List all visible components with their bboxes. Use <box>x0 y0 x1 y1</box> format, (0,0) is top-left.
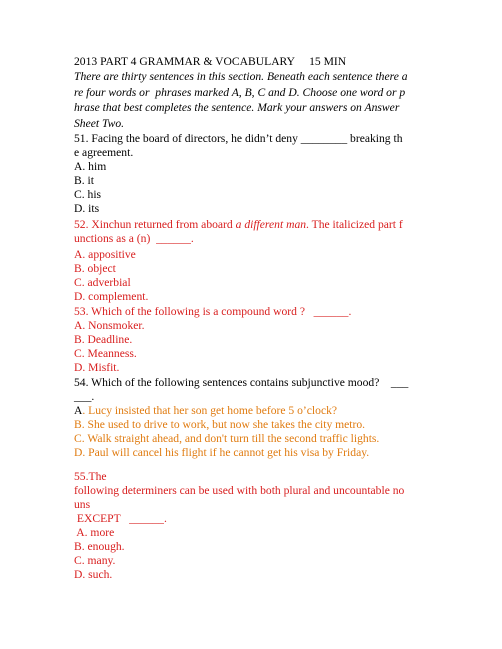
instructions-line: hrase that best completes the sentence. Mark your answers on Answer <box>74 101 400 114</box>
question-52-stem: 52. Xinchun returned from aboard a different man. The italicized part f <box>74 218 403 231</box>
option-d: D. its <box>74 202 100 215</box>
question-55-stem: uns <box>74 498 91 511</box>
question-54-stem: 54. Which of the following sentences contains subjunctive mood? ___ <box>74 376 409 389</box>
option-d: D. complement. <box>74 290 149 303</box>
option-a: A. him <box>74 160 107 173</box>
option-b: B. Deadline. <box>74 333 133 346</box>
option-c: C. Walk straight ahead, and don't turn till the second traffic lights. <box>74 432 380 445</box>
option-b: B. object <box>74 262 116 275</box>
option-a: A. Nonsmoker. <box>74 319 145 332</box>
option-d: D. Paul will cancel his flight if he cannot get his visa by Friday. <box>74 446 370 459</box>
option-a: A. Lucy insisted that her son get home before 5 o’clock? <box>74 404 338 417</box>
section-title: 2013 PART 4 GRAMMAR & VOCABULARY 15 MIN <box>74 55 347 68</box>
option-c: C. Meanness. <box>74 347 137 360</box>
question-53-stem: 53. Which of the following is a compound word ? ______. <box>74 305 352 318</box>
question-55-stem: following determiners can be used with both plural and uncountable no <box>74 484 405 497</box>
option-b: B. enough. <box>74 540 125 553</box>
question-52-stem: unctions as a (n) ______. <box>74 232 194 245</box>
option-a: A. more <box>74 526 115 539</box>
option-d: D. Misfit. <box>74 361 120 374</box>
question-55-stem: 55.The <box>74 470 107 483</box>
question-51-stem: 51. Facing the board of directors, he didn’t deny ________ breaking th <box>74 132 403 145</box>
option-a: A. appositive <box>74 248 136 261</box>
question-51-stem: e agreement. <box>74 146 134 159</box>
instructions-line: re four words or phrases marked A, B, C and D. Choose one word or p <box>74 86 406 99</box>
option-c: C. many. <box>74 554 116 567</box>
option-b: B. it <box>74 174 94 187</box>
option-c: C. adverbial <box>74 276 131 289</box>
option-d: D. such. <box>74 568 113 581</box>
option-c: C. his <box>74 188 102 201</box>
question-55-stem: EXCEPT ______. <box>74 512 167 525</box>
instructions-line: There are thirty sentences in this section. Beneath each sentence there a <box>74 70 408 83</box>
option-b: B. She used to drive to work, but now she takes the city metro. <box>74 418 366 431</box>
question-54-stem: ___. <box>74 390 95 403</box>
instructions-line: Sheet Two. <box>74 117 125 130</box>
